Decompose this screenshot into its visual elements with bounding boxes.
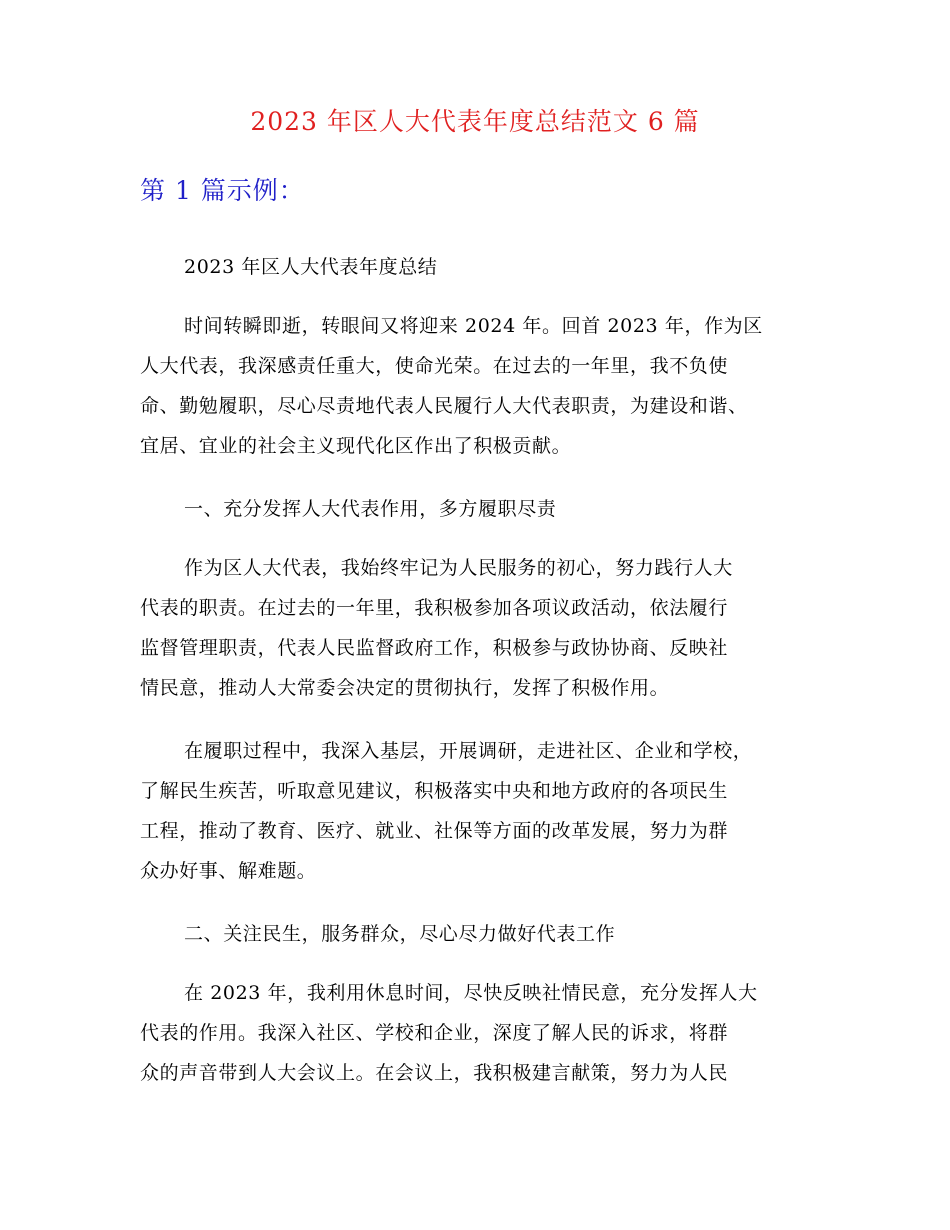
paragraph-line: 作为区人大代表，我始终牢记为人民服务的初心，努力践行人大 xyxy=(184,557,733,579)
section-subheading: 一、充分发挥人大代表作用，多方履职尽责 xyxy=(184,498,557,520)
paragraph-line: 监督管理职责，代表人民监督政府工作，积极参与政协协商、反映社 xyxy=(140,637,729,659)
paragraph-line: 工程，推动了教育、医疗、就业、社保等方面的改革发展，努力为群 xyxy=(140,820,729,842)
paragraph-line: 在 2023 年，我利用休息时间，尽快反映社情民意，充分发挥人大 xyxy=(184,982,758,1004)
paragraph-line: 宜居、宜业的社会主义现代化区作出了积极贡献。 xyxy=(140,435,572,457)
subtitle: 2023 年区人大代表年度总结 xyxy=(184,256,438,278)
paragraph-line: 命、勤勉履职，尽心尽责地代表人民履行人大代表职责，为建设和谐、 xyxy=(140,395,748,417)
paragraph-line: 人大代表，我深感责任重大，使命光荣。在过去的一年里，我不负使 xyxy=(140,355,729,377)
document-title: 2023 年区人大代表年度总结范文 6 篇 xyxy=(250,107,700,136)
paragraph-line: 时间转瞬即逝，转眼间又将迎来 2024 年。回首 2023 年，作为区 xyxy=(184,315,763,337)
paragraph-line: 情民意，推动人大常委会决定的贯彻执行，发挥了积极作用。 xyxy=(140,677,670,699)
paragraph-line: 代表的作用。我深入社区、学校和企业，深度了解人民的诉求，将群 xyxy=(140,1022,729,1044)
paragraph-line: 代表的职责。在过去的一年里，我积极参加各项议政活动，依法履行 xyxy=(140,597,729,619)
paragraph-line: 众办好事、解难题。 xyxy=(140,860,317,882)
paragraph-line: 了解民生疾苦，听取意见建议，积极落实中央和地方政府的各项民生 xyxy=(140,780,729,802)
section-subheading: 二、关注民生，服务群众，尽心尽力做好代表工作 xyxy=(184,923,616,945)
paragraph-line: 在履职过程中，我深入基层，开展调研，走进社区、企业和学校， xyxy=(184,740,753,762)
section-heading: 第 1 篇示例： xyxy=(140,176,305,205)
paragraph-line: 众的声音带到人大会议上。在会议上，我积极建言献策，努力为人民 xyxy=(140,1062,729,1084)
